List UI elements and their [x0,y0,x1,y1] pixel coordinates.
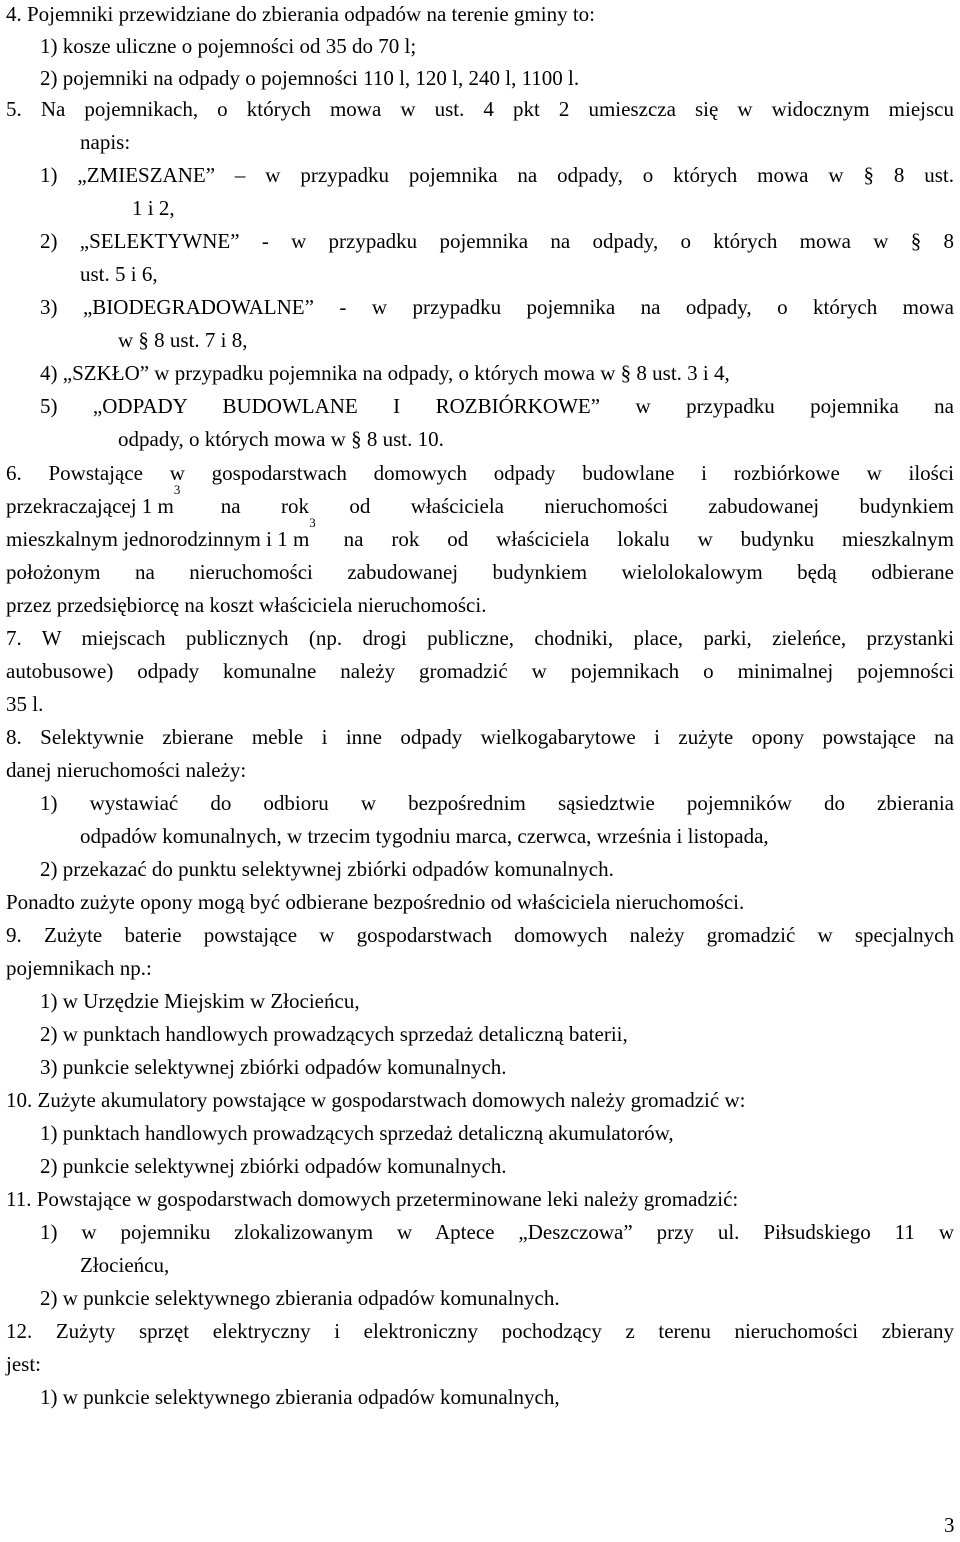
paragraph-line: Ponadto zużyte opony mogą być odbierane bezpośrednio od właściciela nieruchomości. [6,890,745,914]
section-6-paragraph: 6. Powstające w gospodarstwach domowych odpady budowlane i rozbiórkowe w ilości [6,461,954,485]
section-5-heading: 5. Na pojemnikach, o których mowa w ust. 4 pkt 2 umieszcza się w widocznym miejscu [6,97,954,121]
list-item: 1) kosze uliczne o pojemności od 35 do 70 l; [40,34,417,58]
paragraph-line: jest: [6,1352,41,1376]
list-item: 2) „SELEKTYWNE” - w przypadku pojemnika na odpady, o których mowa w § 8 [40,229,954,253]
text-span: mieszkalnym jednorodzinnym i 1 m [6,527,310,551]
list-item-continuation: odpadów komunalnych, w trzecim tygodniu marca, czerwca, września i listopada, [80,824,769,848]
list-item: 5) „ODPADY BUDOWLANE I ROZBIÓRKOWE” w przypadku pojemnika na [40,394,954,418]
section-10-paragraph: 10. Zużyte akumulatory powstające w gospodarstwach domowych należy gromadzić w: [6,1088,746,1112]
list-item: 1) wystawiać do odbioru w bezpośrednim sąsiedztwie pojemników do zbierania [40,791,954,815]
list-item-continuation: Złocieńcu, [80,1253,170,1277]
list-item-continuation: w § 8 ust. 7 i 8, [118,328,248,352]
list-item-continuation: odpady, o których mowa w § 8 ust. 10. [118,427,444,451]
paragraph-line: położonym na nieruchomości zabudowanej budynkiem wielolokalowym będą odbierane [6,560,954,584]
section-4-heading: 4. Pojemniki przewidziane do zbierania odpadów na terenie gminy to: [6,2,595,26]
page-number: 3 [944,1513,955,1537]
list-item: 2) punkcie selektywnej zbiórki odpadów komunalnych. [40,1154,507,1178]
list-item: 4) „SZKŁO” w przypadku pojemnika na odpady, o których mowa w § 8 ust. 3 i 4, [40,361,730,385]
list-item: 1) w punkcie selektywnego zbierania odpadów komunalnych, [40,1385,560,1409]
paragraph-line: przez przedsiębiorcę na koszt właściciela nieruchomości. [6,593,487,617]
list-item: 2) w punkcie selektywnego zbierania odpadów komunalnych. [40,1286,560,1310]
text-span: na rok od właściciela nieruchomości zabudowanej budynkiem [180,494,954,518]
list-item: 2) pojemniki na odpady o pojemności 110 l, 120 l, 240 l, 1100 l. [40,66,580,90]
section-8-paragraph: 8. Selektywnie zbierane meble i inne odpady wielkogabarytowe i zużyte opony powstające na [6,725,954,749]
text-span: na rok od właściciela lokalu w budynku mieszkalnym [315,527,954,551]
paragraph-line: danej nieruchomości należy: [6,758,247,782]
section-12-paragraph: 12. Zużyty sprzęt elektryczny i elektroniczny pochodzący z terenu nieruchomości zbierany [6,1319,954,1343]
list-item: 1) „ZMIESZANE” – w przypadku pojemnika na odpady, o których mowa w § 8 ust. [40,163,954,187]
list-item: 2) przekazać do punktu selektywnej zbiórki odpadów komunalnych. [40,857,614,881]
paragraph-line: pojemnikach np.: [6,956,152,980]
paragraph-line: napis: [80,130,131,154]
list-item: 1) w Urzędzie Miejskim w Złocieńcu, [40,989,360,1013]
list-item: 2) w punktach handlowych prowadzących sprzedaż detaliczną baterii, [40,1022,628,1046]
superscript: 3 [309,515,316,530]
text-span: przekraczającej 1 m [6,494,174,518]
paragraph-line: 35 l. [6,692,44,716]
paragraph-line [6,515,954,556]
section-11-paragraph: 11. Powstające w gospodarstwach domowych przeterminowane leki należy gromadzić: [6,1187,739,1211]
list-item: 3) punkcie selektywnej zbiórki odpadów komunalnych. [40,1055,507,1079]
section-7-paragraph: 7. W miejscach publicznych (np. drogi publiczne, chodniki, place, parki, zieleńce, przystanki [6,626,954,650]
section-9-paragraph: 9. Zużyte baterie powstające w gospodarstwach domowych należy gromadzić w specjalnych [6,923,954,947]
superscript: 3 [173,482,181,497]
list-item: 3) „BIODEGRADOWALNE” - w przypadku pojemnika na odpady, o których mowa [40,295,954,319]
list-item-continuation: ust. 5 i 6, [80,262,158,286]
list-item: 1) w pojemniku zlokalizowanym w Aptece „Deszczowa” przy ul. Piłsudskiego 11 w [40,1220,954,1244]
paragraph-line: autobusowe) odpady komunalne należy gromadzić w pojemnikach o minimalnej pojemności [6,659,954,683]
list-item-continuation: 1 i 2, [132,196,175,220]
list-item: 1) punktach handlowych prowadzących sprzedaż detaliczną akumulatorów, [40,1121,674,1145]
paragraph-line [6,482,954,523]
